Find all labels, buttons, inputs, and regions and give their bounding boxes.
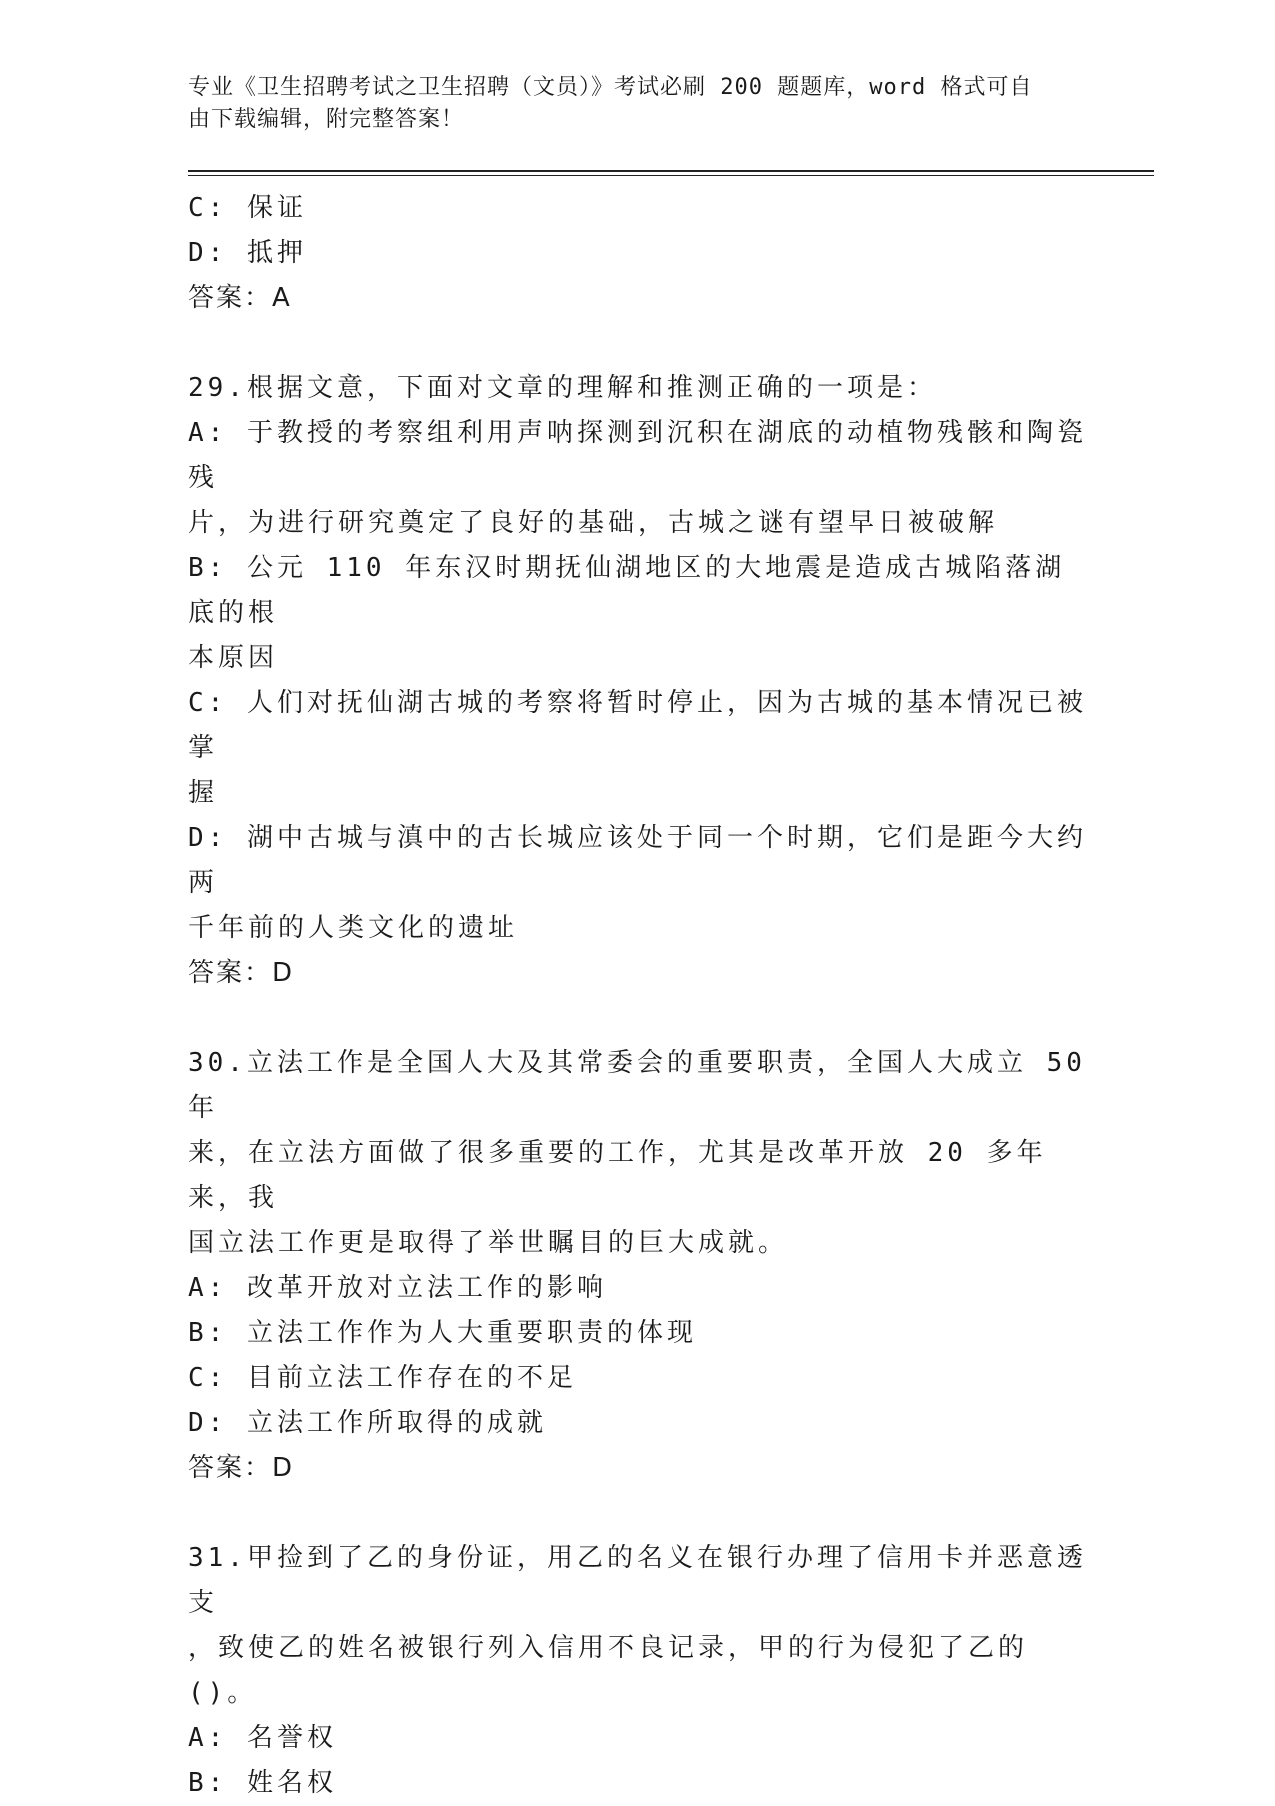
option-a: A: 名誉权: [188, 1723, 337, 1753]
option-c: C: 目前立法工作存在的不足: [188, 1363, 577, 1393]
header-rule-thin: [188, 175, 1154, 176]
spacer: [188, 321, 1088, 366]
question-stem-cont: ，致使乙的姓名被银行列入信用不良记录，甲的行为侵犯了乙的()。: [188, 1633, 1029, 1708]
answer-line: 答案：D: [188, 1453, 295, 1483]
answer-line: 答案：D: [188, 958, 295, 988]
question-content: [188, 186, 1088, 1806]
option-d: D: 抵押: [188, 238, 307, 268]
option-b: B: 公元 110 年东汉时期抚仙湖地区的大地震是造成古城陷落湖底的根: [188, 553, 1066, 628]
spacer: [188, 996, 1088, 1041]
option-a-cont: 片，为进行研究奠定了良好的基础，古城之谜有望早日被破解: [188, 508, 999, 538]
option-c: C: 保证: [188, 193, 307, 223]
question-stem: 29.根据文意，下面对文章的理解和推测正确的一项是：: [188, 373, 937, 403]
option-b-cont: 本原因: [188, 643, 279, 673]
option-d: D: 立法工作所取得的成就: [188, 1408, 547, 1438]
option-a: A: 于教授的考察组利用声呐探测到沉积在湖底的动植物残骸和陶瓷残: [188, 418, 1087, 493]
question-stem: 31.甲捡到了乙的身份证，用乙的名义在银行办理了信用卡并恶意透支: [188, 1543, 1087, 1618]
option-b: B: 立法工作作为人大重要职责的体现: [188, 1318, 697, 1348]
option-c: C: 人们对抚仙湖古城的考察将暂时停止，因为古城的基本情况已被掌: [188, 688, 1087, 763]
header-rule: [188, 170, 1154, 172]
option-d-cont: 千年前的人类文化的遗址: [188, 913, 519, 943]
option-b: B: 姓名权: [188, 1768, 337, 1798]
option-a: A: 改革开放对立法工作的影响: [188, 1273, 607, 1303]
header-line: 由下载编辑，附完整答案！: [188, 107, 465, 132]
answer-line: 答案：A: [188, 283, 292, 313]
option-c-cont: 握: [188, 778, 219, 808]
spacer: [188, 1491, 1088, 1536]
document-header: [188, 72, 1068, 136]
question-stem: 30.立法工作是全国人大及其常委会的重要职责，全国人大成立 50 年: [188, 1048, 1086, 1123]
question-stem-cont: 来，在立法方面做了很多重要的工作，尤其是改革开放 20 多年来，我: [188, 1138, 1047, 1213]
question-stem-cont: 国立法工作更是取得了举世瞩目的巨大成就。: [188, 1228, 789, 1258]
header-line: 专业《卫生招聘考试之卫生招聘（文员）》考试必刷 200 题题库，word 格式可自: [188, 75, 1033, 100]
option-d: D: 湖中古城与滇中的古长城应该处于同一个时期，它们是距今大约两: [188, 823, 1087, 898]
